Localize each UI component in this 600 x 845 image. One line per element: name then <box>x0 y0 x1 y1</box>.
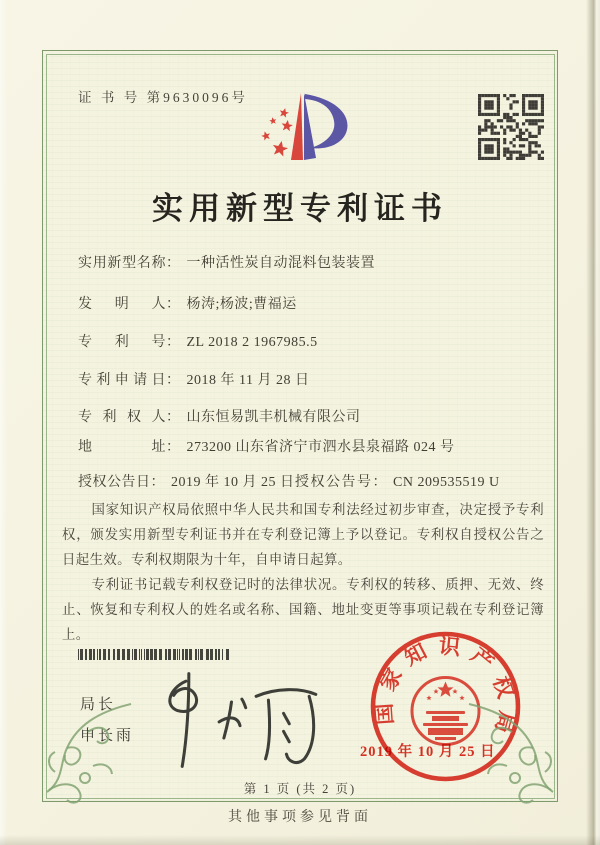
field-filing-date <box>78 369 538 389</box>
field-label: 地址 <box>78 440 166 455</box>
legal-text <box>62 497 544 647</box>
back-note: 其他事项参见背面 <box>228 810 372 825</box>
officer-name: 申长雨 <box>80 728 135 744</box>
field-label: 专利权人 <box>78 410 166 425</box>
field-grant-announcement <box>78 471 538 491</box>
field-value: 2018 年 11 月 28 日 <box>186 373 310 388</box>
field-value: 2019 年 10 月 25 日 <box>171 475 295 490</box>
qr-code <box>478 94 544 160</box>
field-label: 授权公告日 <box>78 475 151 490</box>
field-value: ZL 2018 2 1967985.5 <box>186 335 318 350</box>
field-colon: ： <box>166 410 181 425</box>
field-colon: ： <box>166 335 181 350</box>
field-value: 273200 山东省济宁市泗水县泉福路 024 号 <box>186 440 455 455</box>
field-grant-number <box>295 471 500 491</box>
legal-paragraph-2: 专利证书记载专利权登记时的法律状况。专利权的转移、质押、无效、终止、恢复和专利权人的姓名或名称、国籍、地址变更等事项记载在专利登记簿上。 <box>62 577 544 642</box>
field-colon: ： <box>150 475 165 490</box>
field-colon: ： <box>166 440 181 455</box>
officer-title: 局长 <box>80 697 117 713</box>
field-colon: ： <box>166 373 181 388</box>
field-label: 实用新型名称 <box>78 256 166 271</box>
barcode <box>78 647 232 658</box>
field-inventors <box>78 293 538 313</box>
seal-date: 2019 年 10 月 25 日 <box>360 744 496 760</box>
field-grant-date <box>78 475 295 490</box>
cnipa-logo-icon <box>232 90 384 192</box>
paper-edge-bottom <box>0 835 600 845</box>
legal-paragraph-1: 国家知识产权局依照中华人民共和国专利法经过初步审查，决定授予专利权，颁发实用新型专利证书并在专利登记簿上予以登记。专利权自授权公告之日起生效。专利权期限为十年，自申请日起算。 <box>62 502 544 567</box>
seal-text: 国家知识产权局 <box>371 633 520 740</box>
paper-edge-shadow <box>586 0 600 845</box>
page-number: 第 1 页 (共 2 页) <box>243 782 357 796</box>
field-patentee <box>78 406 538 426</box>
field-value: 杨涛;杨波;曹福运 <box>186 297 297 312</box>
field-value: CN 209535519 U <box>393 475 500 490</box>
field-label: 专利申请日 <box>78 373 166 388</box>
certificate-number: 证 书 号 第9630096号 <box>78 90 248 105</box>
certificate-title: 实用新型专利证书 <box>152 191 448 226</box>
field-label: 专利号 <box>78 335 166 350</box>
field-utility-model-name <box>78 252 538 272</box>
field-label: 发明人 <box>78 297 166 312</box>
director-signature-icon <box>150 666 330 774</box>
field-colon: ： <box>166 297 181 312</box>
field-patent-number <box>78 331 538 351</box>
field-value: 山东恒易凯丰机械有限公司 <box>186 410 361 425</box>
field-address <box>78 436 538 456</box>
field-value: 一种活性炭自动混料包装装置 <box>186 256 375 271</box>
paper-edge-left <box>0 0 7 845</box>
field-colon: ： <box>166 256 181 271</box>
field-colon: ： <box>372 475 387 490</box>
field-label: 授权公告号 <box>295 475 373 490</box>
